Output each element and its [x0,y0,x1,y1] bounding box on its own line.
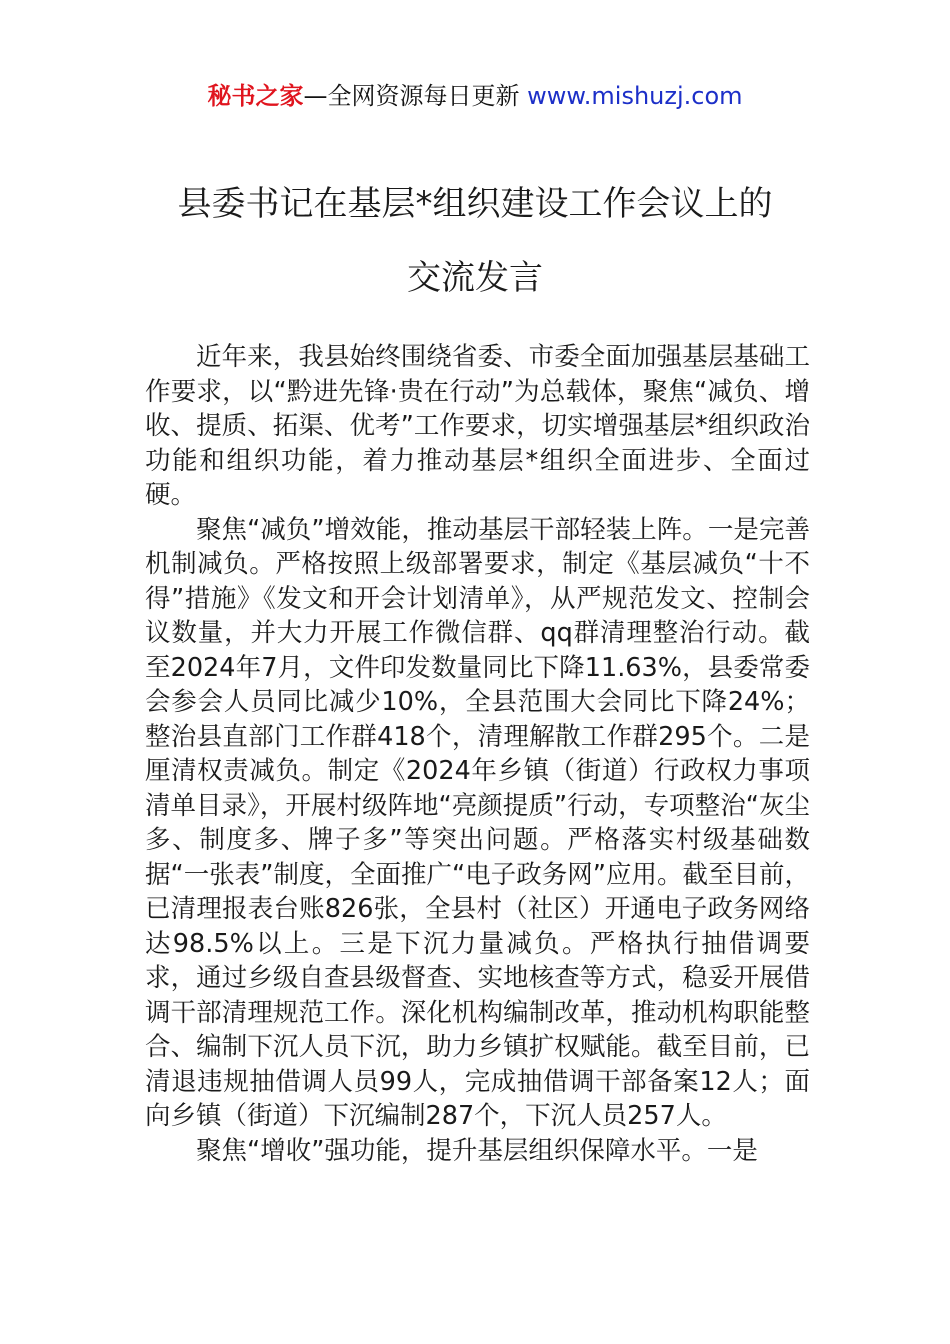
document-body [145,340,810,1168]
header-tagline: —全网资源每日更新 [303,82,528,110]
site-link[interactable]: www.mishuzj.com [527,82,743,110]
document-title-line-1: 县委书记在基层*组织建设工作会议上的 [177,184,773,224]
paragraph-increase-income: 聚焦“增收”强功能，提升基层组织保障水平。一是 [196,1135,758,1166]
paragraph-intro: 近年来，我县始终围绕省委、市委全面加强基层基础工作要求，以“黔进先锋·贵在行动”为总载体，聚焦“减负、增收、提质、拓渠、优考”工作要求，切实增强基层*组织政治功能和组织功能，着力推动基层*组织全面进步、全面过硬。 [145,342,810,510]
document-title-line-2: 交流发言 [407,258,543,298]
site-header [0,80,950,112]
brand-name: 秘书之家 [207,82,304,110]
paragraph-reduce-burden: 聚焦“减负”增效能，推动基层干部轻装上阵。一是完善机制减负。严格按照上级部署要求，制定《基层减负“十不得”措施》《发文和开会计划清单》，从严规范发文、控制会议数量，并大力开展工作微信群、qq群清理整治行动。截至2024年7月，文件印发数量同比下降11.63%，县委常委会参会人员同比减少10%，全县范围大会同比下降24%；整治县直部门工作群418个，清理解散工作群295个。二是厘清权责减负。制定《2024年乡镇（街道）行政权力事项清单目录》，开展村级阵地“亮颜提质”行动，专项整治“灰尘多、制度多、牌子多”等突出问题。严格落实村级基础数据“一张表”制度，全面推广“电子政务网”应用。截至目前，已清理报表台账826张，全县村（社区）开通电子政务网络达98.5%以上。三是下沉力量减负。严格执行抽借调要求，通过乡级自查县级督查、实地核查等方式，稳妥开展借调干部清理规范工作。深化机构编制改革，推动机构职能整合、编制下沉人员下沉，助力乡镇扩权赋能。截至目前，已清退违规抽借调人员99人，完成抽借调干部备案12人；面向乡镇（街道）下沉编制287个，下沉人员257人。 [145,514,810,1131]
